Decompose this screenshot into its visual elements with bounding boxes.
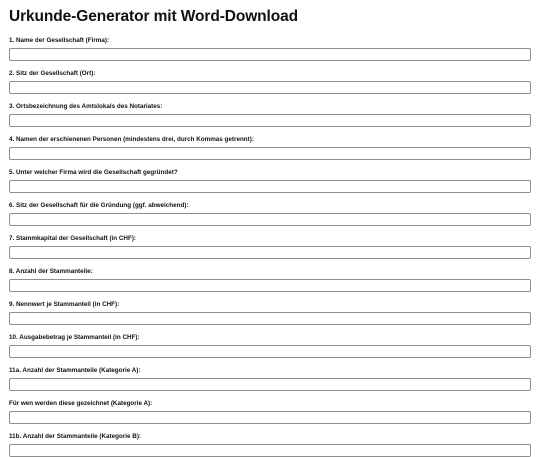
- field-company-seat: [9, 70, 531, 94]
- page-title: Urkunde-Generator mit Word-Download: [9, 8, 299, 25]
- field-shares-category-a: [9, 367, 531, 391]
- field-founding-company-name: [9, 169, 531, 193]
- field-notary-office-location: [9, 103, 531, 127]
- field-subscriber-category-a: [9, 400, 531, 424]
- share-capital-input[interactable]: [9, 246, 531, 259]
- field-share-count: [9, 268, 531, 292]
- founding-company-name-input[interactable]: [9, 180, 531, 193]
- company-seat-input[interactable]: [9, 81, 531, 94]
- share-count-input[interactable]: [9, 279, 531, 292]
- field-label: 9. Nennwert je Stammanteil (in CHF):: [9, 301, 120, 308]
- field-issue-price: [9, 334, 531, 358]
- notary-office-location-input[interactable]: [9, 114, 531, 127]
- field-shares-category-b: [9, 433, 531, 457]
- field-label: 7. Stammkapital der Gesellschaft (in CHF):: [9, 235, 137, 242]
- field-label: 6. Sitz der Gesellschaft für die Gründung (ggf. abweichend):: [9, 202, 189, 209]
- field-label: 8. Anzahl der Stammanteile:: [9, 268, 93, 275]
- field-label: 10. Ausgabebetrag je Stammanteil (in CHF):: [9, 334, 140, 341]
- founding-seat-input[interactable]: [9, 213, 531, 226]
- field-appearing-persons: [9, 136, 531, 160]
- issue-price-input[interactable]: [9, 345, 531, 358]
- field-label: 11b. Anzahl der Stammanteile (Kategorie B):: [9, 433, 142, 440]
- field-founding-seat: [9, 202, 531, 226]
- field-label: 5. Unter welcher Firma wird die Gesellschaft gegründet?: [9, 169, 178, 176]
- field-label: 11a. Anzahl der Stammanteile (Kategorie A):: [9, 367, 141, 374]
- company-name-input[interactable]: [9, 48, 531, 61]
- field-nominal-value: [9, 301, 531, 325]
- field-label: 2. Sitz der Gesellschaft (Ort):: [9, 70, 96, 77]
- shares-category-b-input[interactable]: [9, 444, 531, 457]
- nominal-value-input[interactable]: [9, 312, 531, 325]
- field-share-capital: [9, 235, 531, 259]
- field-label: Für wen werden diese gezeichnet (Kategorie A):: [9, 400, 153, 407]
- field-label: 4. Namen der erschienenen Personen (mindestens drei, durch Kommas getrennt):: [9, 136, 254, 143]
- subscriber-category-a-input[interactable]: [9, 411, 531, 424]
- appearing-persons-input[interactable]: [9, 147, 531, 160]
- field-company-name: [9, 37, 531, 61]
- shares-category-a-input[interactable]: [9, 378, 531, 391]
- field-label: 1. Name der Gesellschaft (Firma):: [9, 37, 110, 44]
- field-label: 3. Ortsbezeichnung des Amtslokals des Notariates:: [9, 103, 163, 110]
